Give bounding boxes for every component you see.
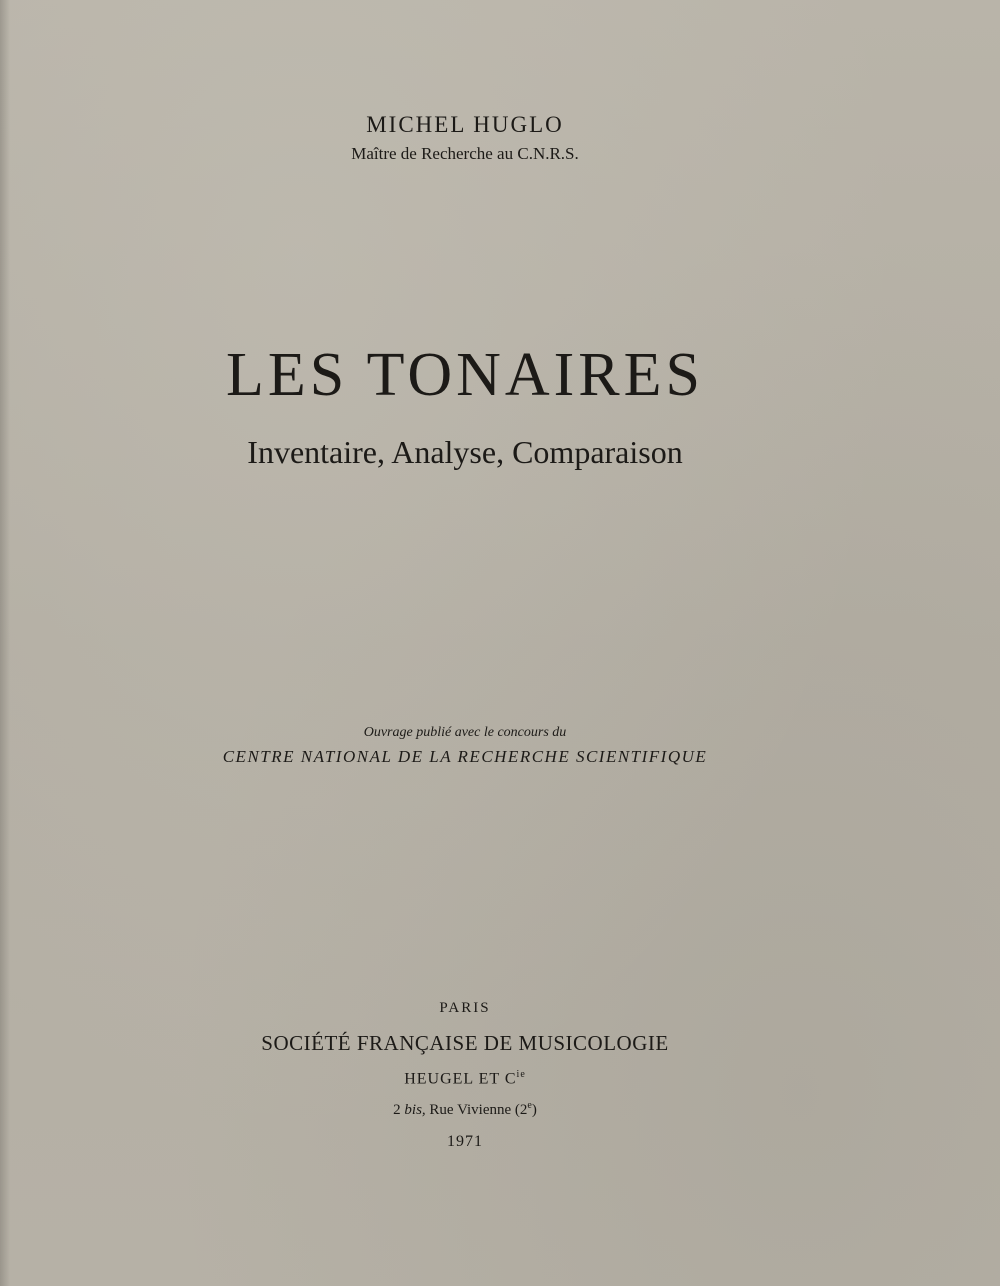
imprint-publisher: SOCIÉTÉ FRANÇAISE DE MUSICOLOGIE (261, 1031, 669, 1055)
address-street: Rue Vivienne (2 (429, 1102, 528, 1118)
imprint-address (0, 1100, 965, 1119)
support-note: Ouvrage publié avec le concours du (363, 725, 567, 740)
distributor-suffix: ie (516, 1069, 526, 1080)
address-close: ) (531, 1102, 537, 1118)
address-number: 2 (393, 1102, 401, 1118)
sponsor-name: CENTRE NATIONAL DE LA RECHERCHE SCIENTIFIQUE (222, 747, 708, 766)
page-edge-shadow (0, 0, 10, 1286)
author-name: MICHEL HUGLO (366, 112, 564, 137)
imprint-year: 1971 (447, 1133, 483, 1150)
book-title: LES TONAIRES (225, 341, 705, 409)
address-arrondissement-suffix: e (527, 1100, 532, 1111)
address-bis: bis, (404, 1102, 426, 1118)
distributor-name: HEUGEL ET C (404, 1070, 517, 1088)
imprint-city: PARIS (439, 1000, 491, 1016)
imprint-distributor (0, 1069, 965, 1088)
author-affiliation: Maître de Recherche au C.N.R.S. (351, 144, 579, 163)
book-subtitle: Inventaire, Analyse, Comparaison (247, 434, 683, 470)
